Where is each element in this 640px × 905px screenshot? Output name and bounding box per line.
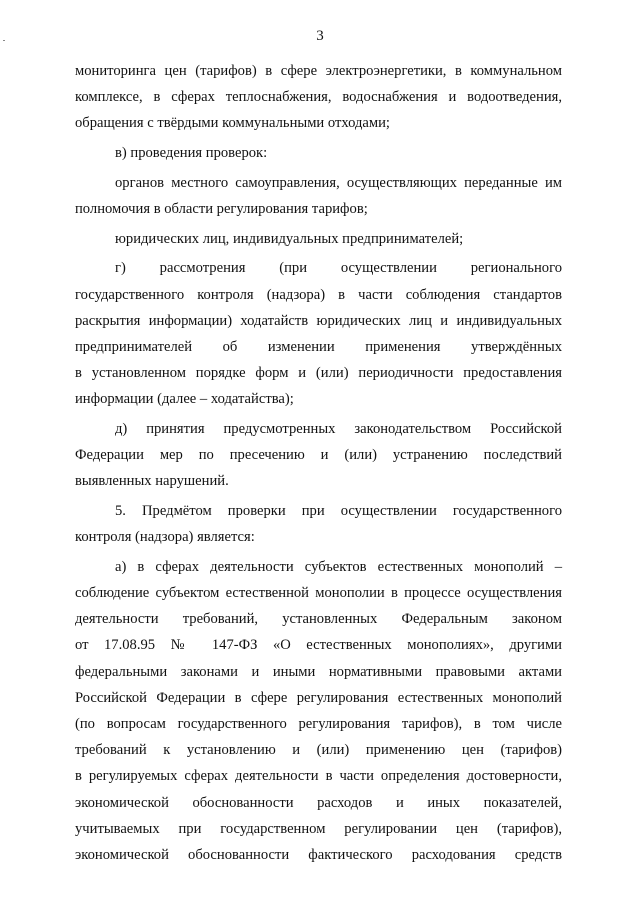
text-line: 5. Предмётом проверки при осуществлении государственного — [115, 503, 562, 519]
text-line: (по вопросам государственного регулирования тарифов), в том числе — [75, 716, 562, 732]
text-line: предпринимателей об изменении применения утверждённых — [75, 338, 562, 355]
text-line: выявленных нарушений. — [75, 473, 229, 490]
text-line: экономической обоснованности расходов и иных показателей, — [75, 794, 562, 811]
text-line: в установленном порядке форм и (или) периодичности предоставления — [75, 365, 562, 382]
text-line: Российской Федерации в сфере регулирования естественных монополий — [75, 689, 562, 706]
text-line: соблюдение субъектом естественной монополии в процессе осуществления — [75, 585, 562, 602]
text-line: в регулируемых сферах деятельности в части определения достоверности, — [75, 768, 562, 785]
page-number: 3 — [316, 28, 324, 44]
text-line: информации (далее – ходатайства); — [75, 391, 294, 408]
document-body — [75, 58, 562, 868]
text-line: экономической обоснованности фактического расходования средств — [75, 846, 562, 863]
text-line: государственного контроля (надзора) в части соблюдения стандартов — [75, 286, 562, 303]
text-line: Федерации мер по пресечению и (или) устранению последствий — [75, 447, 562, 464]
text-line: г) рассмотрения (при осуществлении регионального — [115, 260, 562, 277]
text-line: деятельности требований, установленных Федеральным законом — [75, 611, 562, 628]
text-line: обращения с твёрдыми коммунальными отходами; — [75, 115, 390, 132]
text-line: требований к установлению и (или) применению цен (тарифов) — [75, 742, 562, 759]
text-line: комплексе, в сферах теплоснабжения, водоснабжения и водоотведения, — [75, 89, 562, 106]
text-line: а) в сферах деятельности субъектов естественных монополий – — [115, 558, 562, 575]
text-line: органов местного самоуправления, осуществляющих переданные им — [115, 174, 562, 191]
text-line: д) принятия предусмотренных законодательством Российской — [115, 420, 562, 437]
text-line: раскрытия информации) ходатайств юридических лиц и индивидуальных — [75, 312, 562, 329]
text-line: в) проведения проверок: — [115, 145, 268, 162]
text-line: мониторинга цен (тарифов) в сфере электроэнергетики, в коммунальном — [75, 63, 562, 79]
text-line: учитываемых при государственном регулировании цен (тарифов), — [75, 820, 562, 837]
text-line: юридических лиц, индивидуальных предпринимателей; — [115, 230, 464, 247]
text-line: федеральными законами и иными нормативными правовыми актами — [75, 663, 562, 680]
text-line: контроля (надзора) является: — [75, 529, 255, 546]
text-line: от 17.08.95 № 147-ФЗ «О естественных монополиях», другими — [75, 637, 562, 654]
text-line: полномочия в области регулирования тарифов; — [75, 200, 368, 217]
